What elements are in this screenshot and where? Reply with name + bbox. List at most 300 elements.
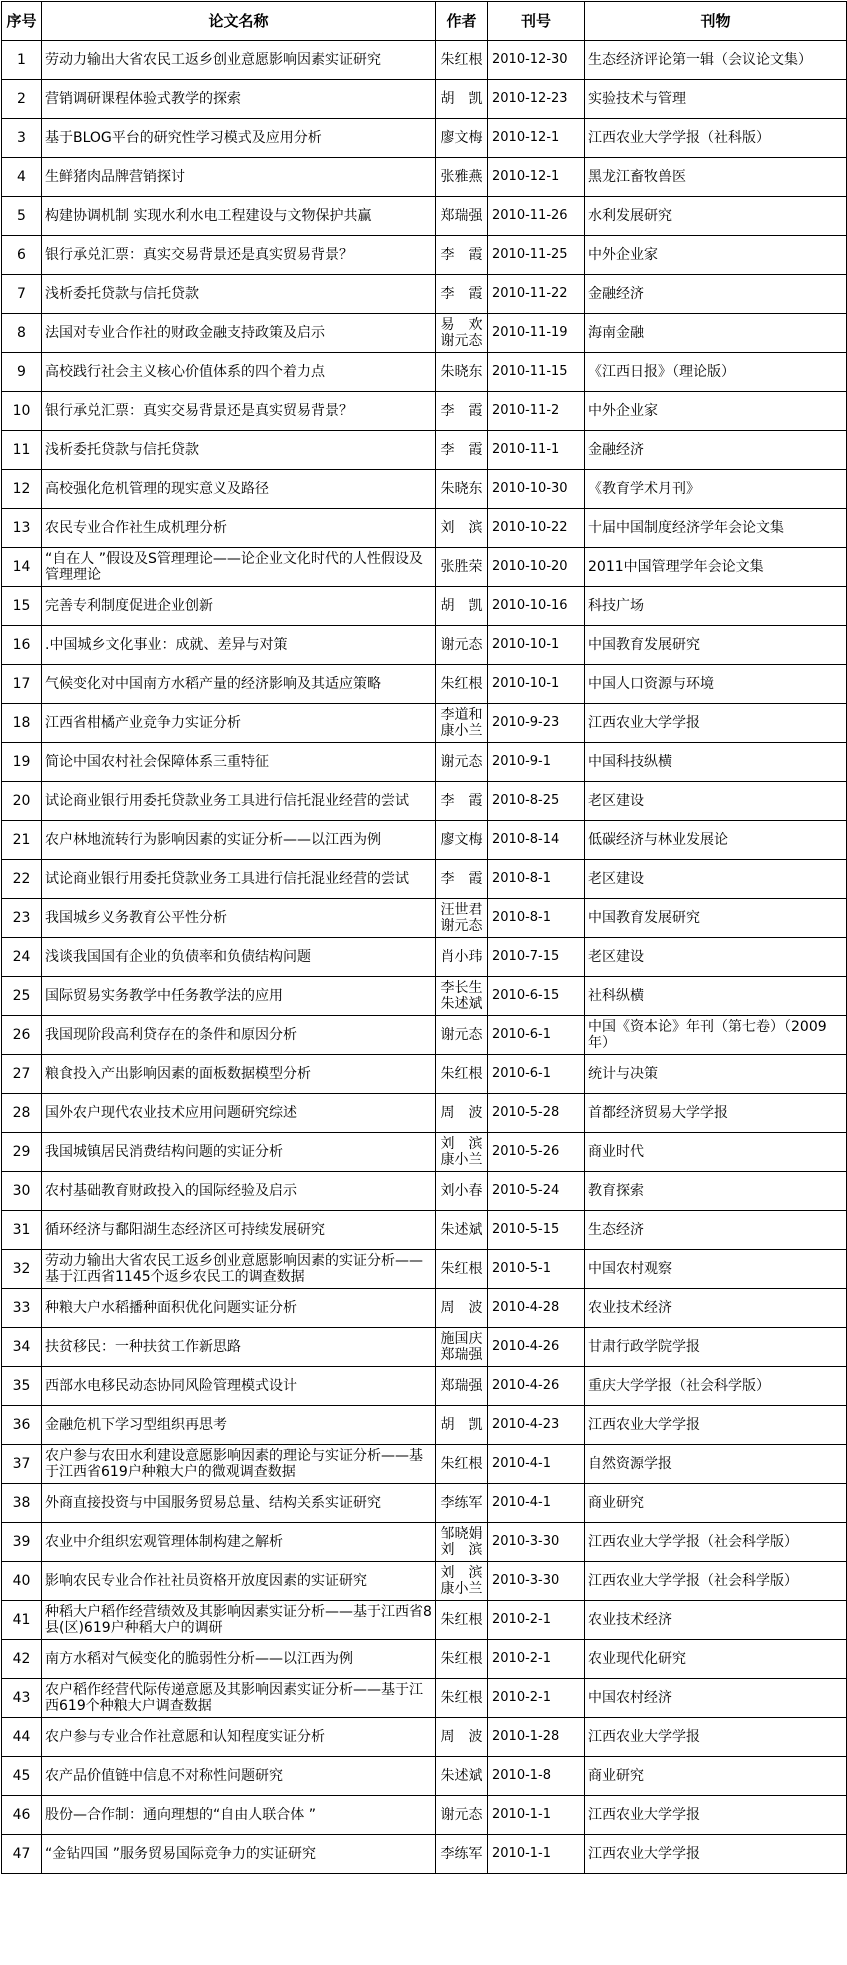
paper-title: 气候变化对中国南方水稻产量的经济影响及其适应策略 <box>42 665 436 704</box>
paper-authors <box>436 1523 488 1562</box>
author-name: 李 霞 <box>440 286 483 302</box>
author-name: 谢元态 <box>440 1027 483 1043</box>
row-number: 17 <box>2 665 42 704</box>
issue-date: 2010-12-1 <box>488 158 585 197</box>
author-name: 刘 滨 <box>440 520 483 536</box>
paper-authors <box>436 119 488 158</box>
issue-date: 2010-8-1 <box>488 860 585 899</box>
issue-date: 2010-2-1 <box>488 1640 585 1679</box>
table-row <box>2 1289 847 1328</box>
publication: 中国教育发展研究 <box>585 899 847 938</box>
row-number: 16 <box>2 626 42 665</box>
paper-authors <box>436 1445 488 1484</box>
author-name: 胡 凯 <box>440 1417 483 1433</box>
issue-date: 2010-10-1 <box>488 665 585 704</box>
table-row <box>2 704 847 743</box>
publication: 《江西日报》（理论版） <box>585 353 847 392</box>
row-number: 40 <box>2 1562 42 1601</box>
issue-date: 2010-11-22 <box>488 275 585 314</box>
publication: 重庆大学学报（社会科学版） <box>585 1367 847 1406</box>
row-number: 13 <box>2 509 42 548</box>
author-name: 刘小春 <box>440 1183 483 1199</box>
issue-date: 2010-2-1 <box>488 1601 585 1640</box>
paper-authors <box>436 275 488 314</box>
table-row <box>2 1484 847 1523</box>
issue-date: 2010-11-1 <box>488 431 585 470</box>
paper-title: 浅析委托贷款与信托贷款 <box>42 275 436 314</box>
row-number: 6 <box>2 236 42 275</box>
papers-table <box>1 1 847 1874</box>
table-row <box>2 1796 847 1835</box>
row-number: 9 <box>2 353 42 392</box>
paper-authors <box>436 1484 488 1523</box>
row-number: 10 <box>2 392 42 431</box>
paper-authors <box>436 587 488 626</box>
paper-authors <box>436 1367 488 1406</box>
paper-authors <box>436 1679 488 1718</box>
issue-date: 2010-8-1 <box>488 899 585 938</box>
row-number: 23 <box>2 899 42 938</box>
issue-date: 2010-10-20 <box>488 548 585 587</box>
paper-title: 股份—合作制：通向理想的“自由人联合体 ” <box>42 1796 436 1835</box>
issue-date: 2010-11-26 <box>488 197 585 236</box>
row-number: 26 <box>2 1016 42 1055</box>
publication: 中国教育发展研究 <box>585 626 847 665</box>
row-number: 25 <box>2 977 42 1016</box>
issue-date: 2010-11-2 <box>488 392 585 431</box>
row-number: 2 <box>2 80 42 119</box>
issue-date: 2010-8-25 <box>488 782 585 821</box>
row-number: 18 <box>2 704 42 743</box>
header-date: 刊号 <box>488 2 585 41</box>
author-name: 胡 凯 <box>440 598 483 614</box>
author-name: 李道和 <box>440 707 483 723</box>
publication: 海南金融 <box>585 314 847 353</box>
row-number: 4 <box>2 158 42 197</box>
row-number: 29 <box>2 1133 42 1172</box>
author-name: 朱红根 <box>440 1651 483 1667</box>
table-row <box>2 197 847 236</box>
author-name: 郑瑞强 <box>440 1347 483 1363</box>
publication: 生态经济评论第一辑（会议论文集） <box>585 41 847 80</box>
table-row <box>2 1328 847 1367</box>
row-number: 12 <box>2 470 42 509</box>
paper-title: 扶贫移民：一种扶贫工作新思路 <box>42 1328 436 1367</box>
issue-date: 2010-9-1 <box>488 743 585 782</box>
row-number: 44 <box>2 1718 42 1757</box>
paper-authors <box>436 665 488 704</box>
row-number: 33 <box>2 1289 42 1328</box>
author-name: 李 霞 <box>440 793 483 809</box>
publication: 农业技术经济 <box>585 1289 847 1328</box>
table-row <box>2 1016 847 1055</box>
paper-title: 农产品价值链中信息不对称性问题研究 <box>42 1757 436 1796</box>
author-name: 朱红根 <box>440 1456 483 1472</box>
author-name: 廖文梅 <box>440 130 483 146</box>
paper-title: 金融危机下学习型组织再思考 <box>42 1406 436 1445</box>
row-number: 20 <box>2 782 42 821</box>
author-name: 郑瑞强 <box>440 1378 483 1394</box>
paper-title: 农户参与农田水利建设意愿影响因素的理论与实证分析——基于江西省619户种粮大户的微观调查数据 <box>42 1445 436 1484</box>
issue-date: 2010-11-15 <box>488 353 585 392</box>
table-row <box>2 1133 847 1172</box>
row-number: 14 <box>2 548 42 587</box>
author-name: 施国庆 <box>440 1331 483 1347</box>
paper-title: 粮食投入产出影响因素的面板数据模型分析 <box>42 1055 436 1094</box>
table-row <box>2 626 847 665</box>
publication: 《教育学术月刊》 <box>585 470 847 509</box>
paper-authors <box>436 1640 488 1679</box>
publication: 中国人口资源与环境 <box>585 665 847 704</box>
publication: 江西农业大学学报 <box>585 1796 847 1835</box>
paper-authors <box>436 1796 488 1835</box>
issue-date: 2010-5-26 <box>488 1133 585 1172</box>
row-number: 37 <box>2 1445 42 1484</box>
issue-date: 2010-1-1 <box>488 1796 585 1835</box>
paper-title: 农户参与专业合作社意愿和认知程度实证分析 <box>42 1718 436 1757</box>
publication: 2011中国管理学年会论文集 <box>585 548 847 587</box>
paper-authors <box>436 1406 488 1445</box>
publication: 老区建设 <box>585 782 847 821</box>
table-row <box>2 1757 847 1796</box>
author-name: 刘 滨 <box>440 1136 483 1152</box>
paper-authors <box>436 158 488 197</box>
table-row <box>2 1445 847 1484</box>
publication: 农业技术经济 <box>585 1601 847 1640</box>
row-number: 5 <box>2 197 42 236</box>
paper-title: 种稻大户稻作经营绩效及其影响因素实证分析——基于江西省8县(区)619户种稻大户的调研 <box>42 1601 436 1640</box>
author-name: 朱红根 <box>440 1690 483 1706</box>
publication: 农业现代化研究 <box>585 1640 847 1679</box>
paper-title: 浅谈我国国有企业的负债率和负债结构问题 <box>42 938 436 977</box>
paper-authors <box>436 782 488 821</box>
publication: 教育探索 <box>585 1172 847 1211</box>
paper-title: 循环经济与鄱阳湖生态经济区可持续发展研究 <box>42 1211 436 1250</box>
table-row <box>2 392 847 431</box>
issue-date: 2010-4-23 <box>488 1406 585 1445</box>
paper-title: 农户林地流转行为影响因素的实证分析——以江西为例 <box>42 821 436 860</box>
issue-date: 2010-1-8 <box>488 1757 585 1796</box>
table-row <box>2 1094 847 1133</box>
table-row <box>2 275 847 314</box>
paper-authors <box>436 197 488 236</box>
publication: 实验技术与管理 <box>585 80 847 119</box>
author-name: 朱述斌 <box>440 996 483 1012</box>
issue-date: 2010-11-19 <box>488 314 585 353</box>
publication: 生态经济 <box>585 1211 847 1250</box>
issue-date: 2010-10-22 <box>488 509 585 548</box>
issue-date: 2010-6-15 <box>488 977 585 1016</box>
table-row <box>2 470 847 509</box>
table-row <box>2 353 847 392</box>
author-name: 周 波 <box>440 1105 483 1121</box>
issue-date: 2010-4-1 <box>488 1484 585 1523</box>
issue-date: 2010-10-30 <box>488 470 585 509</box>
paper-authors <box>436 1133 488 1172</box>
publication: 老区建设 <box>585 938 847 977</box>
publication: 自然资源学报 <box>585 1445 847 1484</box>
publication: 中国《资本论》年刊（第七卷）（2009年） <box>585 1016 847 1055</box>
publication: 商业研究 <box>585 1757 847 1796</box>
row-number: 8 <box>2 314 42 353</box>
paper-title: 我国现阶段高利贷存在的条件和原因分析 <box>42 1016 436 1055</box>
paper-title: “金钻四国 ”服务贸易国际竞争力的实证研究 <box>42 1835 436 1874</box>
paper-authors <box>436 1718 488 1757</box>
table-row <box>2 821 847 860</box>
author-name: 康小兰 <box>440 1581 483 1597</box>
paper-title: 农民专业合作社生成机理分析 <box>42 509 436 548</box>
table-row <box>2 1562 847 1601</box>
paper-authors <box>436 80 488 119</box>
author-name: 周 波 <box>440 1300 483 1316</box>
paper-authors <box>436 1601 488 1640</box>
row-number: 30 <box>2 1172 42 1211</box>
paper-title: 国外农户现代农业技术应用问题研究综述 <box>42 1094 436 1133</box>
table-row <box>2 431 847 470</box>
paper-title: 银行承兑汇票：真实交易背景还是真实贸易背景？ <box>42 392 436 431</box>
table-row <box>2 236 847 275</box>
paper-authors <box>436 860 488 899</box>
table-body <box>2 41 847 1874</box>
author-name: 谢元态 <box>440 754 483 770</box>
author-name: 周 波 <box>440 1729 483 1745</box>
issue-date: 2010-2-1 <box>488 1679 585 1718</box>
author-name: 谢元态 <box>440 918 483 934</box>
paper-authors <box>436 1250 488 1289</box>
publication: 江西农业大学学报（社会科学版） <box>585 1562 847 1601</box>
paper-authors <box>436 509 488 548</box>
publication: 老区建设 <box>585 860 847 899</box>
author-name: 朱红根 <box>440 676 483 692</box>
publication: 商业研究 <box>585 1484 847 1523</box>
row-number: 47 <box>2 1835 42 1874</box>
publication: 金融经济 <box>585 275 847 314</box>
issue-date: 2010-12-23 <box>488 80 585 119</box>
issue-date: 2010-10-1 <box>488 626 585 665</box>
author-name: 康小兰 <box>440 723 483 739</box>
row-number: 27 <box>2 1055 42 1094</box>
paper-authors <box>436 704 488 743</box>
row-number: 43 <box>2 1679 42 1718</box>
author-name: 汪世君 <box>440 902 483 918</box>
paper-title: 种粮大户水稻播种面积优化问题实证分析 <box>42 1289 436 1328</box>
header-author: 作者 <box>436 2 488 41</box>
paper-authors <box>436 314 488 353</box>
paper-title: 江西省柑橘产业竞争力实证分析 <box>42 704 436 743</box>
paper-authors <box>436 41 488 80</box>
paper-title: 试论商业银行用委托贷款业务工具进行信托混业经营的尝试 <box>42 782 436 821</box>
paper-title: 高校强化危机管理的现实意义及路径 <box>42 470 436 509</box>
paper-title: 基于BLOG平台的研究性学习模式及应用分析 <box>42 119 436 158</box>
table-row <box>2 587 847 626</box>
publication: 中国农村观察 <box>585 1250 847 1289</box>
table-row <box>2 158 847 197</box>
issue-date: 2010-3-30 <box>488 1523 585 1562</box>
author-name: 李长生 <box>440 980 483 996</box>
paper-title: 简论中国农村社会保障体系三重特征 <box>42 743 436 782</box>
publication: 中外企业家 <box>585 236 847 275</box>
row-number: 45 <box>2 1757 42 1796</box>
issue-date: 2010-4-26 <box>488 1367 585 1406</box>
issue-date: 2010-6-1 <box>488 1055 585 1094</box>
paper-authors <box>436 977 488 1016</box>
paper-title: 完善专利制度促进企业创新 <box>42 587 436 626</box>
paper-authors <box>436 1328 488 1367</box>
publication: 中外企业家 <box>585 392 847 431</box>
publication: 金融经济 <box>585 431 847 470</box>
issue-date: 2010-9-23 <box>488 704 585 743</box>
author-name: 廖文梅 <box>440 832 483 848</box>
issue-date: 2010-1-28 <box>488 1718 585 1757</box>
header-title: 论文名称 <box>42 2 436 41</box>
paper-title: 农业中介组织宏观管理体制构建之解析 <box>42 1523 436 1562</box>
row-number: 34 <box>2 1328 42 1367</box>
row-number: 28 <box>2 1094 42 1133</box>
table-row <box>2 782 847 821</box>
header-publication: 刊物 <box>585 2 847 41</box>
paper-authors <box>436 236 488 275</box>
author-name: 郑瑞强 <box>440 208 483 224</box>
header-row <box>2 2 847 41</box>
publication: 社科纵横 <box>585 977 847 1016</box>
author-name: 朱红根 <box>440 52 483 68</box>
issue-date: 2010-1-1 <box>488 1835 585 1874</box>
author-name: 易 欢 <box>440 317 483 333</box>
author-name: 李 霞 <box>440 442 483 458</box>
issue-date: 2010-10-16 <box>488 587 585 626</box>
table-row <box>2 1367 847 1406</box>
author-name: 朱红根 <box>440 1066 483 1082</box>
paper-authors <box>436 1172 488 1211</box>
publication: 江西农业大学学报 <box>585 704 847 743</box>
paper-title: 法国对专业合作社的财政金融支持政策及启示 <box>42 314 436 353</box>
table-row <box>2 1640 847 1679</box>
author-name: 朱红根 <box>440 1612 483 1628</box>
author-name: 李练军 <box>440 1495 483 1511</box>
author-name: 李练军 <box>440 1846 483 1862</box>
paper-title: 外商直接投资与中国服务贸易总量、结构关系实证研究 <box>42 1484 436 1523</box>
table-row <box>2 1679 847 1718</box>
row-number: 7 <box>2 275 42 314</box>
publication: 中国科技纵横 <box>585 743 847 782</box>
issue-date: 2010-5-1 <box>488 1250 585 1289</box>
author-name: 刘 滨 <box>440 1565 483 1581</box>
author-name: 朱晓东 <box>440 481 483 497</box>
publication: 首都经济贸易大学学报 <box>585 1094 847 1133</box>
paper-authors <box>436 1094 488 1133</box>
table-row <box>2 860 847 899</box>
table-row <box>2 41 847 80</box>
paper-authors <box>436 821 488 860</box>
author-name: 邹晓娟 <box>440 1526 483 1542</box>
paper-title: 生鲜猪肉品牌营销探讨 <box>42 158 436 197</box>
publication: 江西农业大学学报 <box>585 1406 847 1445</box>
paper-authors <box>436 1289 488 1328</box>
publication: 中国农村经济 <box>585 1679 847 1718</box>
author-name: 张雅燕 <box>440 169 483 185</box>
paper-title: 国际贸易实务教学中任务教学法的应用 <box>42 977 436 1016</box>
paper-title: “自在人 ”假设及S管理理论——论企业文化时代的人性假设及管理理论 <box>42 548 436 587</box>
table-row <box>2 743 847 782</box>
paper-title: 营销调研课程体验式教学的探索 <box>42 80 436 119</box>
table-row <box>2 80 847 119</box>
table-row <box>2 1055 847 1094</box>
issue-date: 2010-5-24 <box>488 1172 585 1211</box>
paper-authors <box>436 392 488 431</box>
row-number: 1 <box>2 41 42 80</box>
issue-date: 2010-6-1 <box>488 1016 585 1055</box>
author-name: 谢元态 <box>440 637 483 653</box>
paper-title: 农户稻作经营代际传递意愿及其影响因素实证分析——基于江西619个种粮大户调查数据 <box>42 1679 436 1718</box>
paper-authors <box>436 743 488 782</box>
issue-date: 2010-12-1 <box>488 119 585 158</box>
paper-title: 银行承兑汇票：真实交易背景还是真实贸易背景？ <box>42 236 436 275</box>
author-name: 张胜荣 <box>440 559 483 575</box>
publication: 江西农业大学学报（社科版） <box>585 119 847 158</box>
paper-title: 劳动力输出大省农民工返乡创业意愿影响因素实证研究 <box>42 41 436 80</box>
table-row <box>2 548 847 587</box>
issue-date: 2010-8-14 <box>488 821 585 860</box>
publication: 江西农业大学学报 <box>585 1718 847 1757</box>
author-name: 朱红根 <box>440 1261 483 1277</box>
paper-authors <box>436 1835 488 1874</box>
publication: 江西农业大学学报 <box>585 1835 847 1874</box>
publication: 统计与决策 <box>585 1055 847 1094</box>
paper-title: 高校践行社会主义核心价值体系的四个着力点 <box>42 353 436 392</box>
issue-date: 2010-11-25 <box>488 236 585 275</box>
issue-date: 2010-5-15 <box>488 1211 585 1250</box>
publication: 科技广场 <box>585 587 847 626</box>
issue-date: 2010-12-30 <box>488 41 585 80</box>
publication: 十届中国制度经济学年会论文集 <box>585 509 847 548</box>
author-name: 朱晓东 <box>440 364 483 380</box>
table-row <box>2 1172 847 1211</box>
paper-authors <box>436 353 488 392</box>
paper-authors <box>436 1016 488 1055</box>
header-no: 序号 <box>2 2 42 41</box>
paper-authors <box>436 899 488 938</box>
table-row <box>2 665 847 704</box>
author-name: 李 霞 <box>440 403 483 419</box>
paper-authors <box>436 1562 488 1601</box>
row-number: 41 <box>2 1601 42 1640</box>
author-name: 谢元态 <box>440 1807 483 1823</box>
row-number: 32 <box>2 1250 42 1289</box>
row-number: 39 <box>2 1523 42 1562</box>
row-number: 46 <box>2 1796 42 1835</box>
paper-title: 农村基础教育财政投入的国际经验及启示 <box>42 1172 436 1211</box>
table-row <box>2 1211 847 1250</box>
table-row <box>2 1718 847 1757</box>
issue-date: 2010-4-26 <box>488 1328 585 1367</box>
row-number: 21 <box>2 821 42 860</box>
row-number: 19 <box>2 743 42 782</box>
publication: 水利发展研究 <box>585 197 847 236</box>
paper-authors <box>436 1211 488 1250</box>
paper-title: .中国城乡文化事业：成就、差异与对策 <box>42 626 436 665</box>
table-row <box>2 509 847 548</box>
row-number: 24 <box>2 938 42 977</box>
paper-title: 西部水电移民动态协同风险管理模式设计 <box>42 1367 436 1406</box>
paper-authors <box>436 1757 488 1796</box>
paper-authors <box>436 431 488 470</box>
table-row <box>2 938 847 977</box>
row-number: 36 <box>2 1406 42 1445</box>
issue-date: 2010-4-28 <box>488 1289 585 1328</box>
publication: 江西农业大学学报（社会科学版） <box>585 1523 847 1562</box>
author-name: 康小兰 <box>440 1152 483 1168</box>
paper-title: 构建协调机制 实现水利水电工程建设与文物保护共赢 <box>42 197 436 236</box>
